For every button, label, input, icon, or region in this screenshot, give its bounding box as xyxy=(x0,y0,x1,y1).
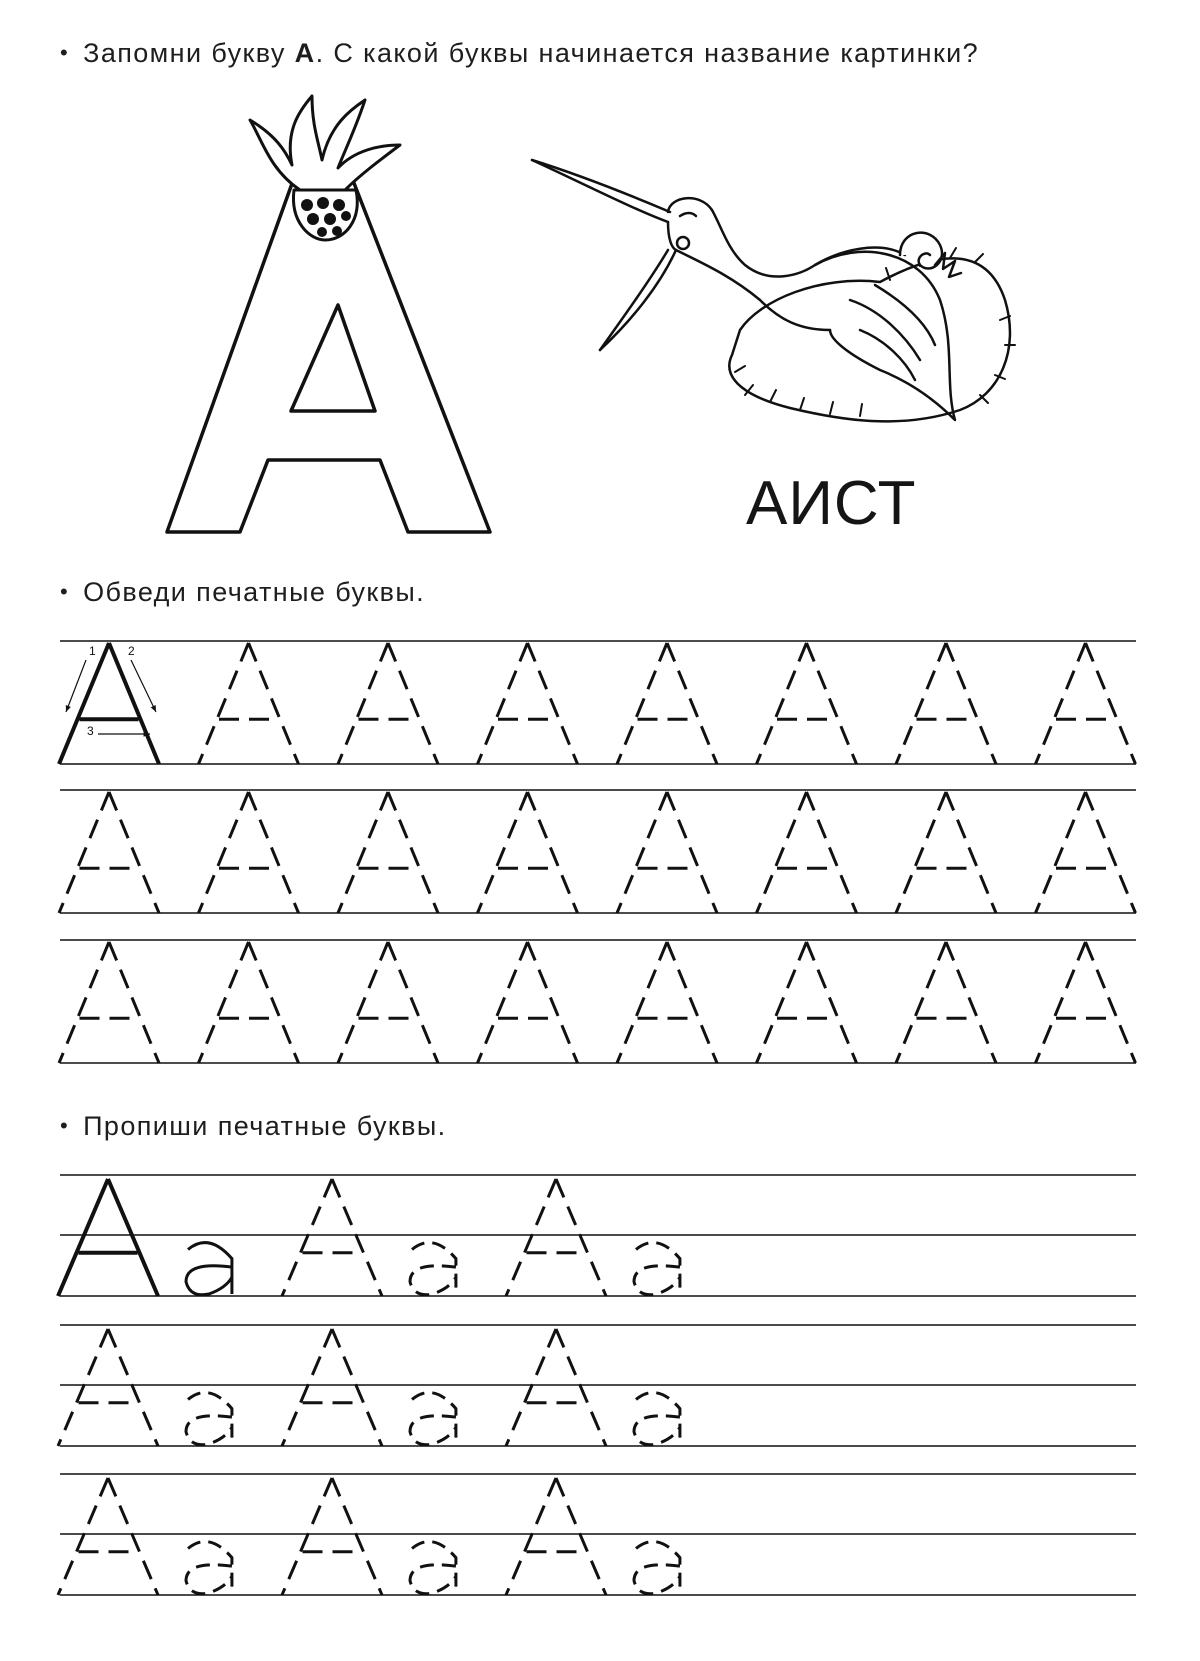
stroke-right xyxy=(807,643,857,764)
trace-letter-a-dashed xyxy=(1036,643,1136,764)
lower-a-path xyxy=(410,1542,456,1594)
arrow-head xyxy=(66,705,71,712)
stroke-left xyxy=(58,1329,108,1446)
stroke-right xyxy=(1086,942,1136,1063)
stroke-right xyxy=(528,792,578,913)
trace-letter-a-dashed xyxy=(757,942,857,1063)
stroke-left xyxy=(338,942,388,1063)
stroke-right xyxy=(1086,792,1136,913)
trace-letter-a-lower-solid xyxy=(186,1243,232,1295)
stroke-right xyxy=(667,792,717,913)
picture-word: АИСТ xyxy=(746,469,917,538)
trace-letter-a-dashed xyxy=(478,643,578,764)
lower-a-path xyxy=(410,1393,456,1445)
trace-letter-a-solid xyxy=(59,643,159,764)
stroke-left xyxy=(58,1478,108,1595)
stroke-right xyxy=(1086,643,1136,764)
lower-a-path xyxy=(186,1243,232,1295)
stroke-left xyxy=(1036,643,1086,764)
bullet: • xyxy=(60,579,70,604)
trace-letter-a-lower-dashed xyxy=(410,1542,456,1594)
trace-letter-a-dashed xyxy=(59,942,159,1063)
writing-row xyxy=(58,1474,1136,1595)
stroke-right xyxy=(249,942,299,1063)
trace-letter-a-lower-dashed xyxy=(634,1243,680,1295)
stroke-left xyxy=(282,1329,332,1446)
stroke-right xyxy=(556,1478,606,1595)
stroke-left xyxy=(478,792,528,913)
lower-a-path xyxy=(410,1243,456,1295)
lower-a-path xyxy=(634,1542,680,1594)
trace-letter-a-dashed xyxy=(617,643,717,764)
stroke-right xyxy=(667,942,717,1063)
trace-letter-a-lower-dashed xyxy=(186,1542,232,1594)
trace-letter-a-dashed xyxy=(338,643,438,764)
stroke-left xyxy=(58,1179,108,1296)
stroke-order-number: 3 xyxy=(87,724,94,738)
instruction-1-text-a: Запомни букву xyxy=(83,38,295,68)
bullet: • xyxy=(60,1113,70,1138)
trace-letter-a-dashed xyxy=(282,1329,382,1446)
stroke-right xyxy=(108,1478,158,1595)
stroke-right xyxy=(332,1329,382,1446)
stroke-right xyxy=(528,643,578,764)
trace-letter-a-dashed xyxy=(896,643,996,764)
writing-row xyxy=(58,1175,1136,1296)
stroke-right xyxy=(946,942,996,1063)
stroke-left xyxy=(506,1179,556,1296)
stroke-left xyxy=(282,1179,332,1296)
bullet: • xyxy=(60,40,70,65)
trace-letter-a-solid xyxy=(58,1179,158,1296)
stroke-left xyxy=(506,1329,556,1446)
stroke-left xyxy=(757,792,807,913)
stroke-right xyxy=(946,792,996,913)
stroke-right xyxy=(109,792,159,913)
stroke-right xyxy=(388,643,438,764)
instruction-3-text: Пропиши печатные буквы. xyxy=(83,1111,447,1141)
stroke-right xyxy=(667,643,717,764)
trace-letter-a-dashed xyxy=(199,792,299,913)
trace-letter-a-dashed xyxy=(757,643,857,764)
stroke-left xyxy=(617,792,667,913)
instruction-1-letter: А xyxy=(294,38,316,68)
stroke-left xyxy=(757,942,807,1063)
stroke-left xyxy=(478,643,528,764)
writing-row xyxy=(58,1325,1136,1446)
stroke-left xyxy=(1036,942,1086,1063)
stroke-left xyxy=(617,942,667,1063)
trace-letter-a-dashed xyxy=(1036,942,1136,1063)
stroke-right xyxy=(108,1179,158,1296)
trace-letter-a-dashed xyxy=(478,792,578,913)
stroke-left xyxy=(896,643,946,764)
trace-letter-a-lower-dashed xyxy=(186,1393,232,1445)
stroke-right xyxy=(946,643,996,764)
stroke-left xyxy=(896,792,946,913)
trace-letter-a-dashed xyxy=(896,942,996,1063)
trace-letter-a-dashed xyxy=(896,792,996,913)
lower-a-path xyxy=(634,1243,680,1295)
trace-letter-a-dashed xyxy=(478,942,578,1063)
stroke-left xyxy=(757,643,807,764)
trace-letter-a-dashed xyxy=(58,1329,158,1446)
stroke-left xyxy=(199,942,249,1063)
stroke-left xyxy=(896,942,946,1063)
stroke-order-arrow xyxy=(98,731,150,736)
stroke-right xyxy=(249,792,299,913)
stroke-right xyxy=(249,643,299,764)
stroke-left xyxy=(478,942,528,1063)
stroke-left xyxy=(59,643,109,764)
stroke-right xyxy=(108,1329,158,1446)
trace-row xyxy=(59,940,1136,1063)
stroke-right xyxy=(332,1179,382,1296)
trace-letter-a-dashed xyxy=(338,792,438,913)
trace-letter-a-dashed xyxy=(282,1478,382,1595)
lower-a-path xyxy=(186,1393,232,1445)
trace-letter-a-dashed xyxy=(617,942,717,1063)
trace-letter-a-lower-dashed xyxy=(410,1393,456,1445)
trace-letter-a-lower-dashed xyxy=(410,1243,456,1295)
stroke-left xyxy=(199,643,249,764)
instruction-2-text: Обведи печатные буквы. xyxy=(83,577,426,607)
stroke-left xyxy=(617,643,667,764)
instruction-1-text-b: . С какой буквы начинается название картинки? xyxy=(315,38,980,68)
lower-a-path xyxy=(634,1393,680,1445)
stroke-right xyxy=(528,942,578,1063)
trace-row xyxy=(59,641,1136,764)
trace-letter-a-dashed xyxy=(199,942,299,1063)
trace-letter-a-dashed xyxy=(757,792,857,913)
trace-letter-a-dashed xyxy=(506,1329,606,1446)
trace-letter-a-dashed xyxy=(58,1478,158,1595)
trace-letter-a-dashed xyxy=(617,792,717,913)
trace-row xyxy=(59,790,1136,913)
lower-a-path xyxy=(186,1542,232,1594)
trace-letter-a-dashed xyxy=(199,643,299,764)
stroke-right xyxy=(332,1478,382,1595)
stroke-left xyxy=(59,942,109,1063)
stroke-right xyxy=(388,792,438,913)
trace-letter-a-dashed xyxy=(1036,792,1136,913)
stroke-left xyxy=(338,643,388,764)
stroke-left xyxy=(338,792,388,913)
stroke-left xyxy=(506,1478,556,1595)
stroke-left xyxy=(199,792,249,913)
stroke-right xyxy=(388,942,438,1063)
trace-letter-a-dashed xyxy=(282,1179,382,1296)
trace-letter-a-dashed xyxy=(338,942,438,1063)
stroke-left xyxy=(282,1478,332,1595)
stroke-right xyxy=(807,942,857,1063)
stroke-order-number: 2 xyxy=(128,644,135,658)
trace-letter-a-dashed xyxy=(506,1478,606,1595)
stroke-right xyxy=(109,942,159,1063)
stroke-left xyxy=(59,792,109,913)
stroke-right xyxy=(556,1329,606,1446)
stroke-order-number: 1 xyxy=(89,644,96,658)
stroke-left xyxy=(1036,792,1086,913)
trace-letter-a-lower-dashed xyxy=(634,1542,680,1594)
trace-letter-a-dashed xyxy=(506,1179,606,1296)
trace-letter-a-dashed xyxy=(59,792,159,913)
stroke-right xyxy=(556,1179,606,1296)
stroke-right xyxy=(807,792,857,913)
trace-letter-a-lower-dashed xyxy=(634,1393,680,1445)
